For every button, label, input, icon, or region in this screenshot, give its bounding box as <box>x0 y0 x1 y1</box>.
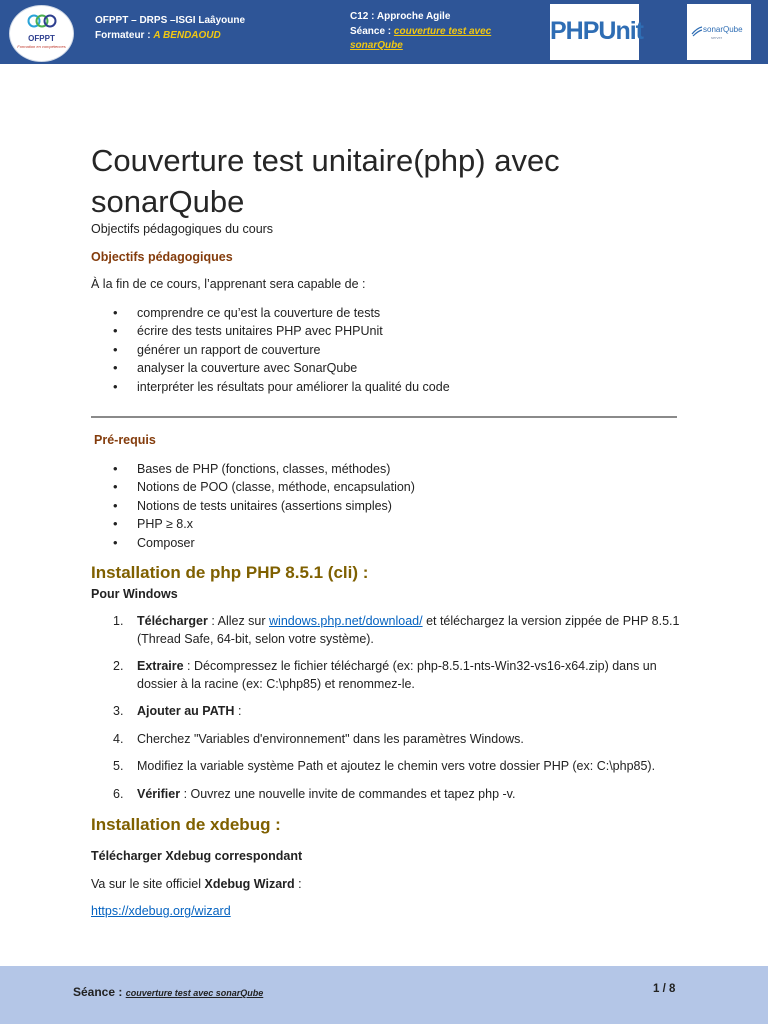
seance-label: Séance : <box>350 26 392 37</box>
list-item: • analyser la couverture avec SonarQube <box>113 359 450 377</box>
section-divider <box>91 416 677 418</box>
logo-name: OFPPT <box>28 34 55 43</box>
php-download-link[interactable]: windows.php.net/download/ <box>269 614 423 628</box>
step-text-continued: et téléchargez la version zippée de PHP 8.5.1 (Thread Safe, 64-bit, selon votre système). <box>137 614 680 646</box>
page-number: 1 / 8 <box>653 983 676 995</box>
step-number: 1. <box>113 614 124 628</box>
org-line: OFPPT – DRPS –ISGI Laâyoune <box>95 15 246 26</box>
list-item: • Composer <box>113 534 415 552</box>
step-keyword: Télécharger <box>137 614 208 628</box>
step-text: Cherchez "Variables d'environnement" dans les paramètres Windows. <box>137 731 524 746</box>
objectifs-list <box>113 304 450 396</box>
formateur-name: A BENDAOUD <box>153 30 221 41</box>
objectifs-intro: À la fin de ce cours, l’apprenant sera capable de : <box>91 277 366 291</box>
step-number: 2. <box>113 659 124 673</box>
install-step <box>113 658 683 693</box>
step-keyword: Ajouter au PATH <box>137 704 235 718</box>
va-sur-suffix: : <box>294 877 302 891</box>
list-item: • Bases de PHP (fonctions, classes, méthodes) <box>113 460 415 478</box>
pour-windows-label: Pour Windows <box>91 587 178 601</box>
prereq-heading: Pré-requis <box>94 433 156 447</box>
step-number: 5. <box>113 759 124 773</box>
step-number: 4. <box>113 731 124 746</box>
install-step <box>113 758 683 776</box>
step-text: Modifiez la variable système Path et ajoutez le chemin vers votre dossier PHP (ex: C:\php85). <box>137 759 656 773</box>
sonarqube-logo-text: sonarQube <box>703 25 743 34</box>
ofppt-logo <box>9 5 74 62</box>
step-number: 3. <box>113 704 124 718</box>
xdebug-wizard-line <box>91 877 302 891</box>
phpunit-logo-text: PHPUnit <box>550 17 643 45</box>
step-text: : Ouvrez une nouvelle invite de commandes et tapez php -v. <box>180 786 516 801</box>
step-keyword: Extraire <box>137 659 184 673</box>
list-item: • écrire des tests unitaires PHP avec PHPUnit <box>113 322 450 340</box>
sonarqube-logo-sub: server <box>711 35 723 40</box>
va-sur-text: Va sur le site officiel <box>91 877 205 891</box>
logo-tagline: Formation en compétences <box>17 44 66 49</box>
sonarqube-logo <box>687 4 751 60</box>
document-subtitle: Objectifs pédagogiques du cours <box>91 222 274 236</box>
formateur-line <box>95 30 221 41</box>
list-item: • PHP ≥ 8.x <box>113 515 415 533</box>
install-step <box>113 786 683 804</box>
seance-line <box>350 25 510 53</box>
step-text: : Décompressez le fichier téléchargé (ex: php-8.5.1-nts-Win32-vs16-x64.zip) dans un dossier à la racine (ex: C:\php85) et renommez-le. <box>137 659 657 691</box>
ofppt-logo-icon <box>27 12 57 30</box>
list-item: • interpréter les résultats pour améliorer la qualité du code <box>113 378 450 396</box>
document-title: Couverture test unitaire(php) avec sonarQube <box>91 143 560 219</box>
prereq-list <box>113 460 415 552</box>
step-text: : Allez sur <box>207 614 270 628</box>
module-line: C12 : Approche Agile <box>350 11 451 22</box>
objectifs-heading: Objectifs pédagogiques <box>91 250 233 264</box>
list-item: • générer un rapport de couverture <box>113 341 450 359</box>
list-item: • Notions de POO (classe, méthode, encapsulation) <box>113 478 415 496</box>
step-keyword: Vérifier <box>137 786 181 801</box>
xdebug-wizard-link[interactable]: https://xdebug.org/wizard <box>91 904 231 918</box>
step-number: 6. <box>113 786 124 801</box>
telecharger-xdebug-label: Télécharger Xdebug correspondant <box>91 849 303 863</box>
list-item: • comprendre ce qu’est la couverture de tests <box>113 304 450 322</box>
seance-value: couverture test avec sonarQube <box>350 26 492 51</box>
install-step <box>113 703 683 721</box>
footer-seance <box>73 985 263 999</box>
install-php-heading: Installation de php PHP 8.5.1 (cli) : <box>91 563 369 582</box>
step-text: : <box>234 704 242 718</box>
footer-seance-value: couverture test avec sonarQube <box>125 988 264 998</box>
page-header <box>0 0 768 64</box>
xdebug-wizard-name: Xdebug Wizard <box>204 877 295 891</box>
install-xdebug-heading: Installation de xdebug : <box>91 815 281 834</box>
footer-seance-label: Séance : <box>73 985 123 999</box>
install-steps-list <box>113 613 683 813</box>
install-step <box>113 731 683 749</box>
formateur-label: Formateur : <box>95 30 151 41</box>
sonarqube-wave-icon <box>691 25 703 37</box>
phpunit-logo <box>550 4 643 60</box>
list-item: • Notions de tests unitaires (assertions simples) <box>113 497 415 515</box>
install-step <box>113 613 683 648</box>
